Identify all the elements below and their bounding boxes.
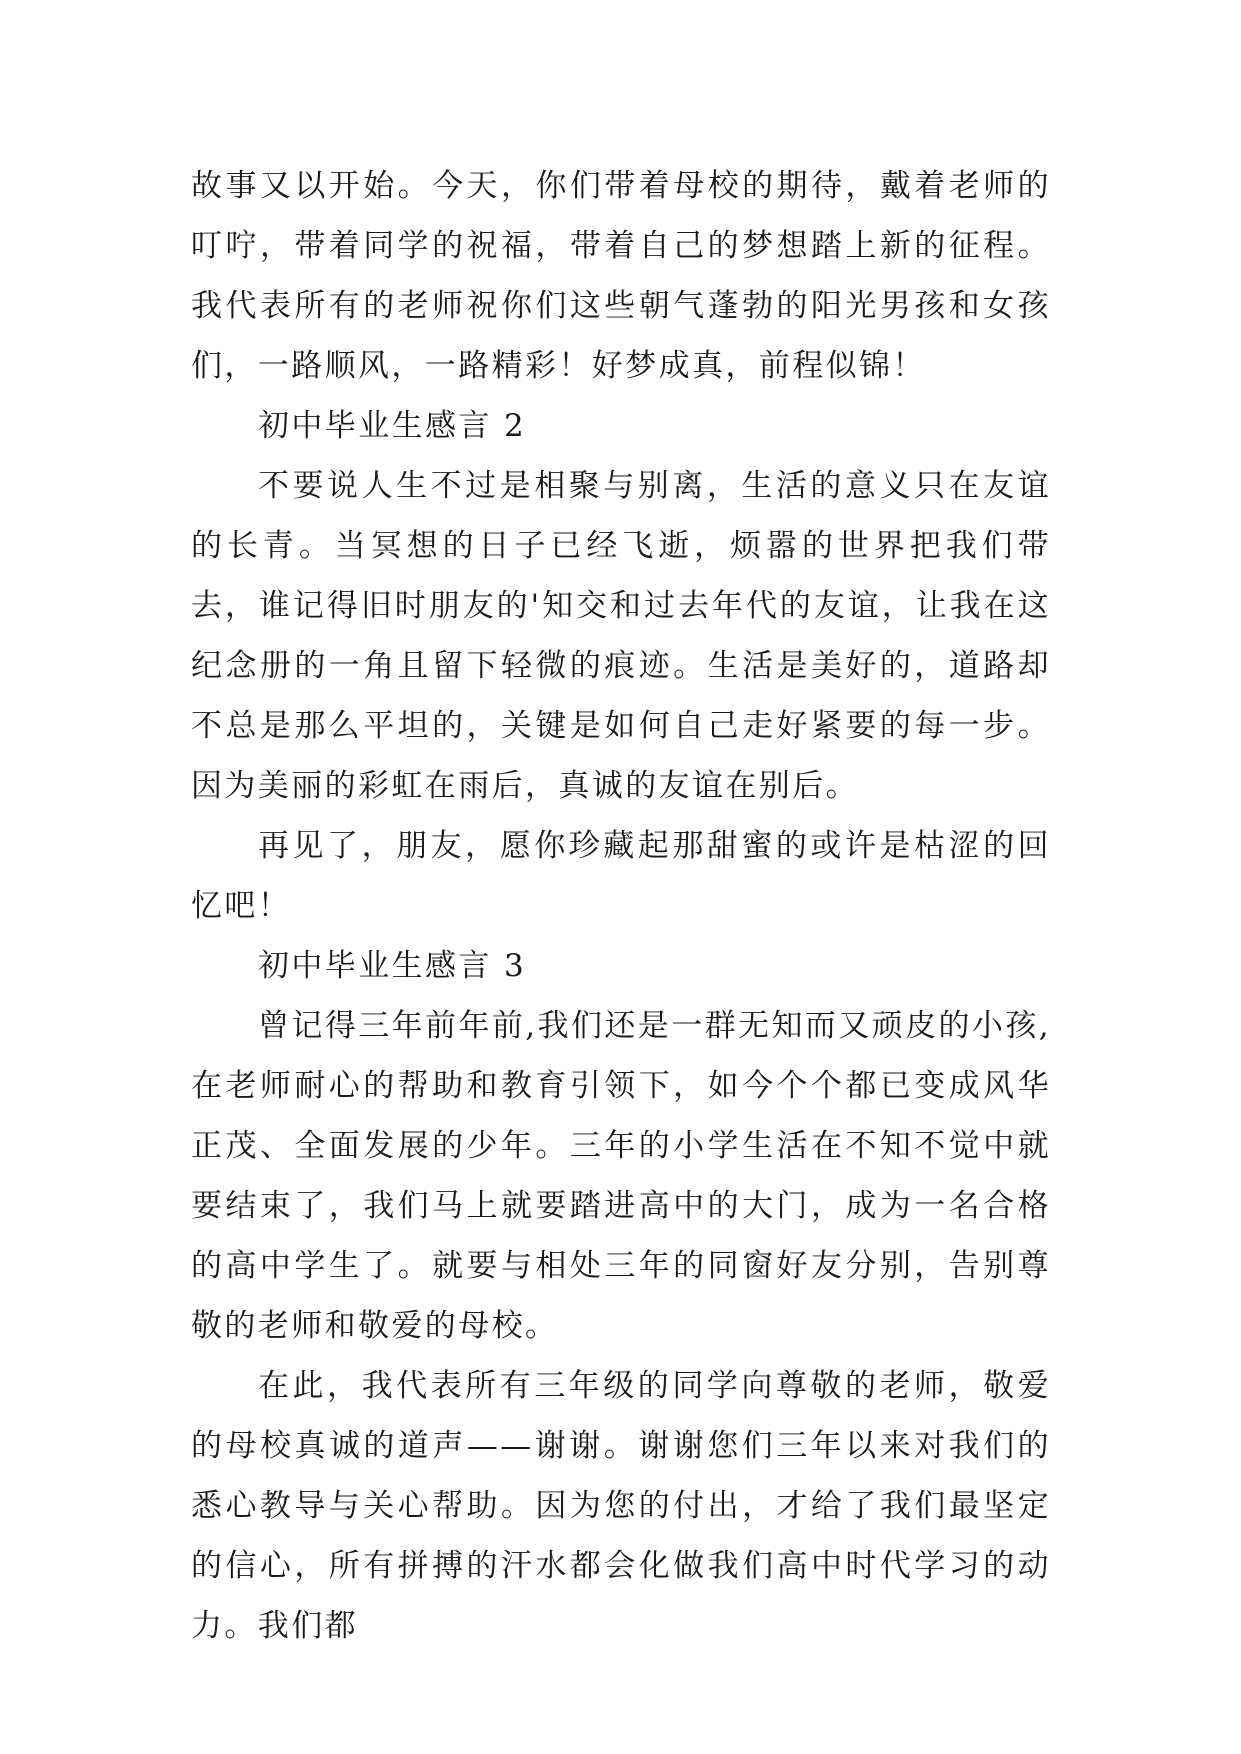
paragraph: 在此，我代表所有三年级的同学向尊敬的老师，敬爱的母校真诚的道声——谢谢。谢谢您们三年以来对我们的悉心教导与关心帮助。因为您的付出，才给了我们最坚定的信心，所有拼搏的汗水都会化做我们高中时代学习的动力。我们都: [191, 1368, 1051, 1644]
paragraph: 再见了，朋友，愿你珍藏起那甜蜜的或许是枯涩的回忆吧！: [191, 828, 1051, 924]
paragraph: 不要说人生不过是相聚与别离，生活的意义只在友谊的长青。当冥想的日子已经飞逝，烦嚣的世界把我们带去，谁记得旧时朋友的'知交和过去年代的友谊，让我在这纪念册的一角且留下轻微的痕迹。生活是美好的，道路却不总是那么平坦的，关键是如何自己走好紧要的每一步。因为美丽的彩虹在雨后，真诚的友谊在别后。: [191, 468, 1051, 804]
document-page: [191, 156, 1051, 1656]
paragraph: 曾记得三年前年前,我们还是一群无知而又顽皮的小孩,在老师耐心的帮助和教育引领下，如今个个都已变成风华正茂、全面发展的少年。三年的小学生活在不知不觉中就要结束了，我们马上就要踏进高中的大门，成为一名合格的高中学生了。就要与相处三年的同窗好友分别，告别尊敬的老师和敬爱的母校。: [191, 1008, 1051, 1344]
section-heading-2: 初中毕业生感言 2: [258, 408, 527, 444]
section-heading-3: 初中毕业生感言 3: [258, 948, 527, 984]
paragraph-continuation: 故事又以开始。今天，你们带着母校的期待，戴着老师的叮咛，带着同学的祝福，带着自己的梦想踏上新的征程。我代表所有的老师祝你们这些朝气蓬勃的阳光男孩和女孩们，一路顺风，一路精彩！好梦成真，前程似锦！: [191, 168, 1051, 384]
